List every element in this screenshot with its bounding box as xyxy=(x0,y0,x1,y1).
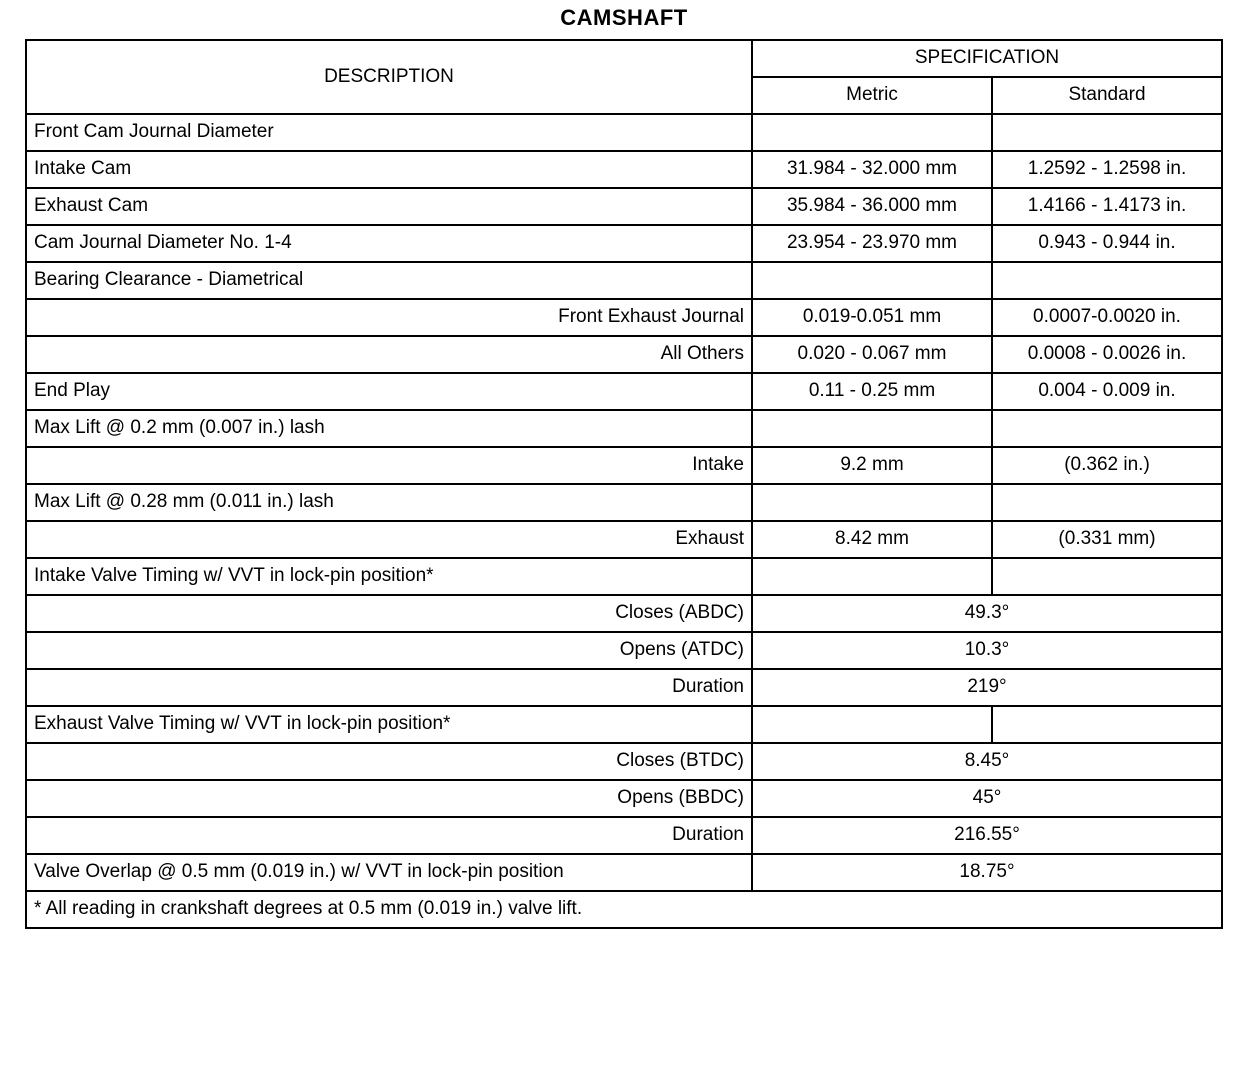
row-value-standard: 0.0007-0.0020 in. xyxy=(992,299,1222,336)
row-value-combined: 219° xyxy=(752,669,1222,706)
table-row xyxy=(26,706,1222,743)
table-body xyxy=(26,114,1222,891)
footnote-row xyxy=(26,891,1222,928)
row-value-standard: 0.0008 - 0.0026 in. xyxy=(992,336,1222,373)
table-row xyxy=(26,373,1222,410)
row-value-metric xyxy=(752,114,992,151)
row-value-metric: 23.954 - 23.970 mm xyxy=(752,225,992,262)
table-row xyxy=(26,817,1222,854)
row-value-standard: (0.331 mm) xyxy=(992,521,1222,558)
row-description: Intake Cam xyxy=(26,151,752,188)
row-description: Exhaust Cam xyxy=(26,188,752,225)
row-value-standard xyxy=(992,484,1222,521)
row-value-combined: 8.45° xyxy=(752,743,1222,780)
row-value-combined: 45° xyxy=(752,780,1222,817)
column-header-metric: Metric xyxy=(752,77,992,114)
row-description: Bearing Clearance - Diametrical xyxy=(26,262,752,299)
row-value-standard: 1.2592 - 1.2598 in. xyxy=(992,151,1222,188)
row-description: Intake Valve Timing w/ VVT in lock-pin position* xyxy=(26,558,752,595)
table-header xyxy=(26,40,1222,114)
row-value-standard xyxy=(992,262,1222,299)
row-description: Duration xyxy=(26,817,752,854)
row-value-metric: 8.42 mm xyxy=(752,521,992,558)
row-description: Front Cam Journal Diameter xyxy=(26,114,752,151)
footnote-text: * All reading in crankshaft degrees at 0.5 mm (0.019 in.) valve lift. xyxy=(26,891,1222,928)
row-description: Exhaust xyxy=(26,521,752,558)
row-value-metric: 0.019-0.051 mm xyxy=(752,299,992,336)
row-value-metric: 0.020 - 0.067 mm xyxy=(752,336,992,373)
row-description: Cam Journal Diameter No. 1-4 xyxy=(26,225,752,262)
table-row xyxy=(26,410,1222,447)
row-value-standard: 1.4166 - 1.4173 in. xyxy=(992,188,1222,225)
row-value-standard xyxy=(992,706,1222,743)
row-description: Max Lift @ 0.28 mm (0.011 in.) lash xyxy=(26,484,752,521)
row-description: Opens (ATDC) xyxy=(26,632,752,669)
table-row xyxy=(26,299,1222,336)
table-row xyxy=(26,484,1222,521)
table-row xyxy=(26,262,1222,299)
row-value-metric: 9.2 mm xyxy=(752,447,992,484)
row-value-metric xyxy=(752,262,992,299)
table-row xyxy=(26,595,1222,632)
row-value-standard: (0.362 in.) xyxy=(992,447,1222,484)
table-row xyxy=(26,188,1222,225)
column-header-specification: SPECIFICATION xyxy=(752,40,1222,77)
table-row xyxy=(26,447,1222,484)
table-header-row-main xyxy=(26,40,1222,77)
column-header-description: DESCRIPTION xyxy=(26,40,752,114)
row-value-metric: 0.11 - 0.25 mm xyxy=(752,373,992,410)
table-row xyxy=(26,336,1222,373)
camshaft-specification-table xyxy=(25,39,1223,929)
row-description: Closes (BTDC) xyxy=(26,743,752,780)
row-description: Opens (BBDC) xyxy=(26,780,752,817)
table-row xyxy=(26,854,1222,891)
row-description: Intake xyxy=(26,447,752,484)
table-row xyxy=(26,743,1222,780)
table-row xyxy=(26,780,1222,817)
table-row xyxy=(26,521,1222,558)
table-footer xyxy=(26,891,1222,928)
row-description: All Others xyxy=(26,336,752,373)
row-value-metric xyxy=(752,706,992,743)
table-row xyxy=(26,632,1222,669)
table-row xyxy=(26,225,1222,262)
row-description: Exhaust Valve Timing w/ VVT in lock-pin position* xyxy=(26,706,752,743)
row-value-metric xyxy=(752,410,992,447)
row-description: Closes (ABDC) xyxy=(26,595,752,632)
row-value-standard xyxy=(992,114,1222,151)
row-value-combined: 49.3° xyxy=(752,595,1222,632)
row-value-standard xyxy=(992,410,1222,447)
table-row xyxy=(26,151,1222,188)
row-description: Duration xyxy=(26,669,752,706)
row-value-metric: 31.984 - 32.000 mm xyxy=(752,151,992,188)
table-row xyxy=(26,669,1222,706)
row-description: End Play xyxy=(26,373,752,410)
row-value-standard xyxy=(992,558,1222,595)
row-value-combined: 10.3° xyxy=(752,632,1222,669)
row-value-metric xyxy=(752,558,992,595)
page-title: CAMSHAFT xyxy=(560,5,688,30)
row-value-metric: 35.984 - 36.000 mm xyxy=(752,188,992,225)
row-description: Valve Overlap @ 0.5 mm (0.019 in.) w/ VVT in lock-pin position xyxy=(26,854,752,891)
row-value-standard: 0.004 - 0.009 in. xyxy=(992,373,1222,410)
row-description: Max Lift @ 0.2 mm (0.007 in.) lash xyxy=(26,410,752,447)
row-value-standard: 0.943 - 0.944 in. xyxy=(992,225,1222,262)
row-value-combined: 216.55° xyxy=(752,817,1222,854)
row-description: Front Exhaust Journal xyxy=(26,299,752,336)
row-value-metric xyxy=(752,484,992,521)
table-row xyxy=(26,558,1222,595)
row-value-combined: 18.75° xyxy=(752,854,1222,891)
table-row xyxy=(26,114,1222,151)
column-header-standard: Standard xyxy=(992,77,1222,114)
